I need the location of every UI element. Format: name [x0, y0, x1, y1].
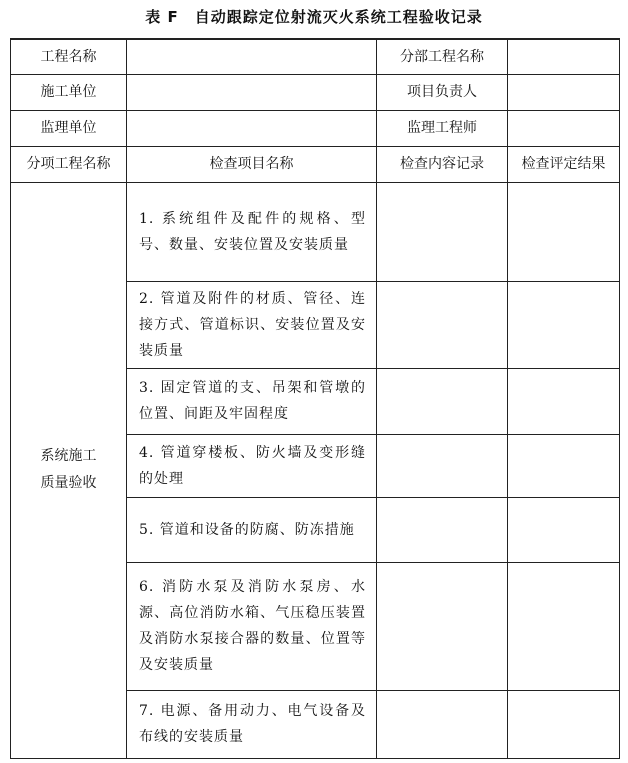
record-cell-7[interactable]	[377, 690, 508, 758]
result-cell-3[interactable]	[508, 368, 620, 434]
supervising-engineer-value[interactable]	[508, 110, 620, 146]
check-item-7: 7. 电源、备用动力、电气设备及布线的安装质量	[127, 690, 377, 758]
result-cell-7[interactable]	[508, 690, 620, 758]
result-cell-6[interactable]	[508, 562, 620, 690]
record-cell-5[interactable]	[377, 497, 508, 562]
form-title: 表 F 自动跟踪定位射流灭火系统工程验收记录	[145, 8, 483, 26]
subproject-name-value[interactable]	[508, 39, 620, 74]
sub-project-name-cell	[11, 182, 127, 758]
record-cell-6[interactable]	[377, 562, 508, 690]
record-cell-1[interactable]	[377, 182, 508, 281]
sub-project-header: 分项工程名称	[11, 146, 127, 182]
acceptance-record-table	[10, 38, 620, 759]
result-cell-4[interactable]	[508, 434, 620, 497]
result-cell-2[interactable]	[508, 281, 620, 368]
project-manager-value[interactable]	[508, 74, 620, 110]
sub-project-name: 系统施工 质量验收	[40, 448, 97, 491]
supervision-unit-label: 监理单位	[11, 110, 127, 146]
subproject-name-label: 分部工程名称	[377, 39, 508, 74]
project-name-label: 工程名称	[11, 39, 127, 74]
check-item-1: 1. 系统组件及配件的规格、型号、数量、安装位置及安装质量	[127, 182, 377, 281]
construction-unit-value[interactable]	[127, 74, 377, 110]
content-record-header: 检查内容记录	[377, 146, 508, 182]
check-item-2: 2. 管道及附件的材质、管径、连接方式、管道标识、安装位置及安装质量	[127, 281, 377, 368]
result-header: 检查评定结果	[508, 146, 620, 182]
record-cell-3[interactable]	[377, 368, 508, 434]
check-item-6: 6. 消防水泵及消防水泵房、水源、高位消防水箱、气压稳压装置及消防水泵接合器的数量、位置等及安装质量	[127, 562, 377, 690]
result-cell-5[interactable]	[508, 497, 620, 562]
project-name-value[interactable]	[127, 39, 377, 74]
construction-unit-label: 施工单位	[11, 74, 127, 110]
check-item-4: 4. 管道穿楼板、防火墙及变形缝的处理	[127, 434, 377, 497]
table-row	[11, 182, 620, 281]
header-row	[11, 146, 620, 182]
result-cell-1[interactable]	[508, 182, 620, 281]
supervision-unit-value[interactable]	[127, 110, 377, 146]
info-row-project	[11, 39, 620, 74]
project-manager-label: 项目负责人	[377, 74, 508, 110]
info-row-construction	[11, 74, 620, 110]
record-cell-4[interactable]	[377, 434, 508, 497]
info-row-supervision	[11, 110, 620, 146]
record-cell-2[interactable]	[377, 281, 508, 368]
check-item-3: 3. 固定管道的支、吊架和管墩的位置、间距及牢固程度	[127, 368, 377, 434]
check-item-header: 检查项目名称	[127, 146, 377, 182]
supervising-engineer-label: 监理工程师	[377, 110, 508, 146]
check-item-5: 5. 管道和设备的防腐、防冻措施	[127, 497, 377, 562]
